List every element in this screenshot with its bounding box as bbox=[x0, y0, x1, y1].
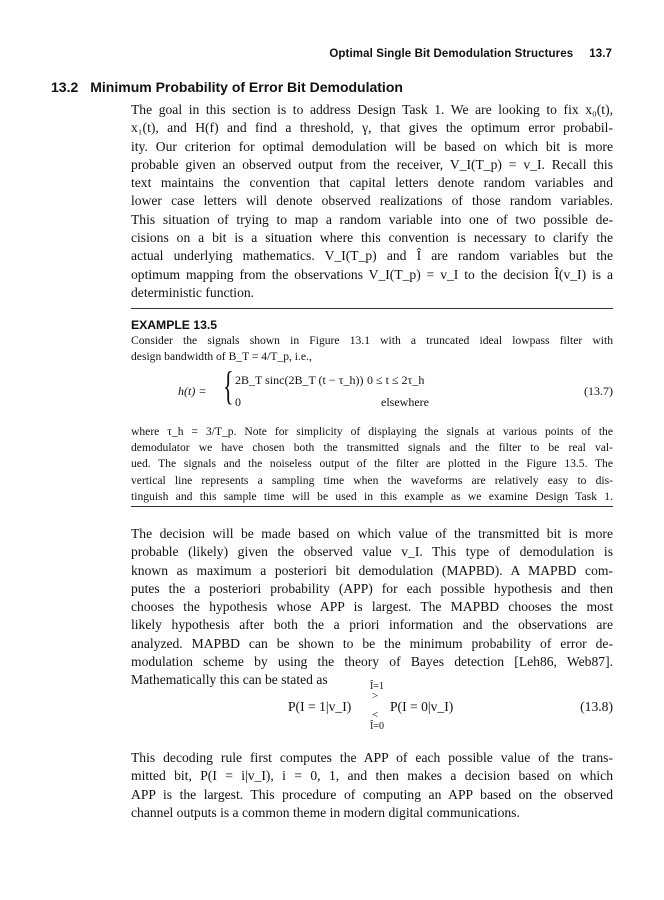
text-line: cisions on a bit is a situation where this convention is necessary to clarify the bbox=[131, 230, 613, 246]
text-line: actual underlying mathematics. V_I(T_p) and Î are random variables but the bbox=[131, 248, 613, 264]
text-line: ued. The signals and the noiseless output of the filter are plotted in the Figure 13.5. The bbox=[131, 457, 613, 471]
case-2-expression: 0 bbox=[235, 395, 241, 409]
lower-limit: Î=0 bbox=[370, 721, 384, 732]
equation-13-7 bbox=[131, 363, 613, 415]
upper-limit: Î=1 bbox=[370, 681, 384, 692]
paragraph-3 bbox=[131, 749, 613, 822]
left-brace: { bbox=[223, 363, 234, 408]
example-intro bbox=[131, 333, 613, 365]
section-title: Minimum Probability of Error Bit Demodulation bbox=[90, 79, 403, 95]
text-line: This decoding rule first computes the APP of each possible value of the trans- bbox=[131, 750, 613, 765]
paragraph-1 bbox=[131, 101, 613, 302]
text-line: The goal in this section is to address Design Task 1. We are looking to fix x₀(t), bbox=[131, 102, 613, 117]
text-line: known as maximum a posteriori bit demodulation (MAPBD). A MAPBD com- bbox=[131, 562, 613, 578]
equation-number: (13.7) bbox=[584, 384, 613, 398]
equation-lhs: P(I = 1|v_I) bbox=[288, 699, 352, 714]
equation-13-8 bbox=[131, 681, 613, 735]
text-line: putes the a posteriori probability (APP) for each possible hypothesis and then bbox=[131, 580, 613, 596]
text-line: deterministic function. bbox=[131, 284, 255, 300]
text-line: x₁(t), and H(f) and find a threshold, γ, that gives the optimum error probabil- bbox=[131, 120, 613, 136]
text-line: The decision will be made based on which value of the transmitted bit is more bbox=[131, 526, 613, 541]
less-than-symbol: < bbox=[372, 709, 379, 721]
text-line: chooses the hypothesis whose APP is largest. The MAPBD chooses the most bbox=[131, 599, 613, 615]
running-head-title: Optimal Single Bit Demodulation Structures bbox=[329, 48, 574, 60]
case-2-condition: elsewhere bbox=[381, 395, 429, 409]
equation-number: (13.8) bbox=[580, 699, 613, 714]
text-line: optimum mapping from the observations V_I(T_p) = v_I to the decision Î(v_I) is a bbox=[131, 266, 613, 282]
text-line: mitted bit, P(I = i|v_I), i = 0, 1, and then makes a decision based on which bbox=[131, 768, 613, 784]
paragraph-2 bbox=[131, 525, 613, 690]
text-line: lower case letters will denote observed realizations of those random variables. bbox=[131, 193, 613, 209]
text-line: demodulator we have chosen both the transmitted signals and the filter to be real val- bbox=[131, 441, 613, 455]
text-line: modulation scheme by using the theory of Bayes detection [Leh86, Web87]. bbox=[131, 654, 613, 670]
text-line: analyzed. MAPBD can be shown to be the minimum probability of error de- bbox=[131, 635, 613, 651]
example-title: EXAMPLE 13.5 bbox=[131, 318, 218, 332]
text-line: This situation of trying to map a random variable into one of two possible de- bbox=[131, 211, 613, 227]
text-line: design bandwidth of B_T = 4/T_p, i.e., bbox=[131, 350, 312, 364]
text-line: tinguish and this sample time will be used in this example as we examine Design Task 1. bbox=[131, 489, 613, 503]
text-line: Consider the signals shown in Figure 13.1 with a truncated ideal lowpass filter with bbox=[131, 334, 613, 347]
text-line: vertical line represents a sampling time when the waveforms are relatively easy to dis- bbox=[131, 473, 613, 487]
text-line: ity. Our criterion for optimal demodulation will be based on which bit is more bbox=[131, 138, 613, 154]
example-bottom-rule bbox=[131, 506, 613, 507]
text-line: where τ_h = 3/T_p. Note for simplicity of displaying the signals at various points of the bbox=[131, 425, 613, 438]
equation-rhs: P(I = 0|v_I) bbox=[390, 699, 454, 714]
example-after bbox=[131, 424, 613, 505]
page-number: 13.7 bbox=[589, 48, 612, 60]
text-line: likely hypothesis after both the a priori information and the observations are bbox=[131, 617, 613, 633]
section-heading bbox=[51, 79, 403, 95]
case-1-condition: 0 ≤ t ≤ 2τ_h bbox=[367, 373, 425, 387]
running-head bbox=[329, 48, 612, 60]
section-number: 13.2 bbox=[51, 79, 79, 95]
text-line: channel outputs is a common theme in modern digital communications. bbox=[131, 804, 520, 820]
example-top-rule bbox=[131, 308, 613, 309]
text-line: probable (likely) given the observed value v_I. This type of demodulation is bbox=[131, 544, 613, 560]
case-1-expression: 2B_T sinc(2B_T (t − τ_h)) bbox=[235, 373, 364, 387]
text-line: Mathematically this can be stated as bbox=[131, 672, 328, 688]
text-line: probable given an observed output from the receiver, V_I(T_p) = v_I. Recall this bbox=[131, 156, 613, 172]
text-line: text maintains the convention that capital letters denote random variables and bbox=[131, 175, 613, 191]
text-line: APP is the largest. This procedure of computing an APP based on the observed bbox=[131, 786, 613, 802]
equation-lhs: h(t) = bbox=[178, 384, 207, 398]
greater-than-symbol: > bbox=[372, 690, 379, 702]
